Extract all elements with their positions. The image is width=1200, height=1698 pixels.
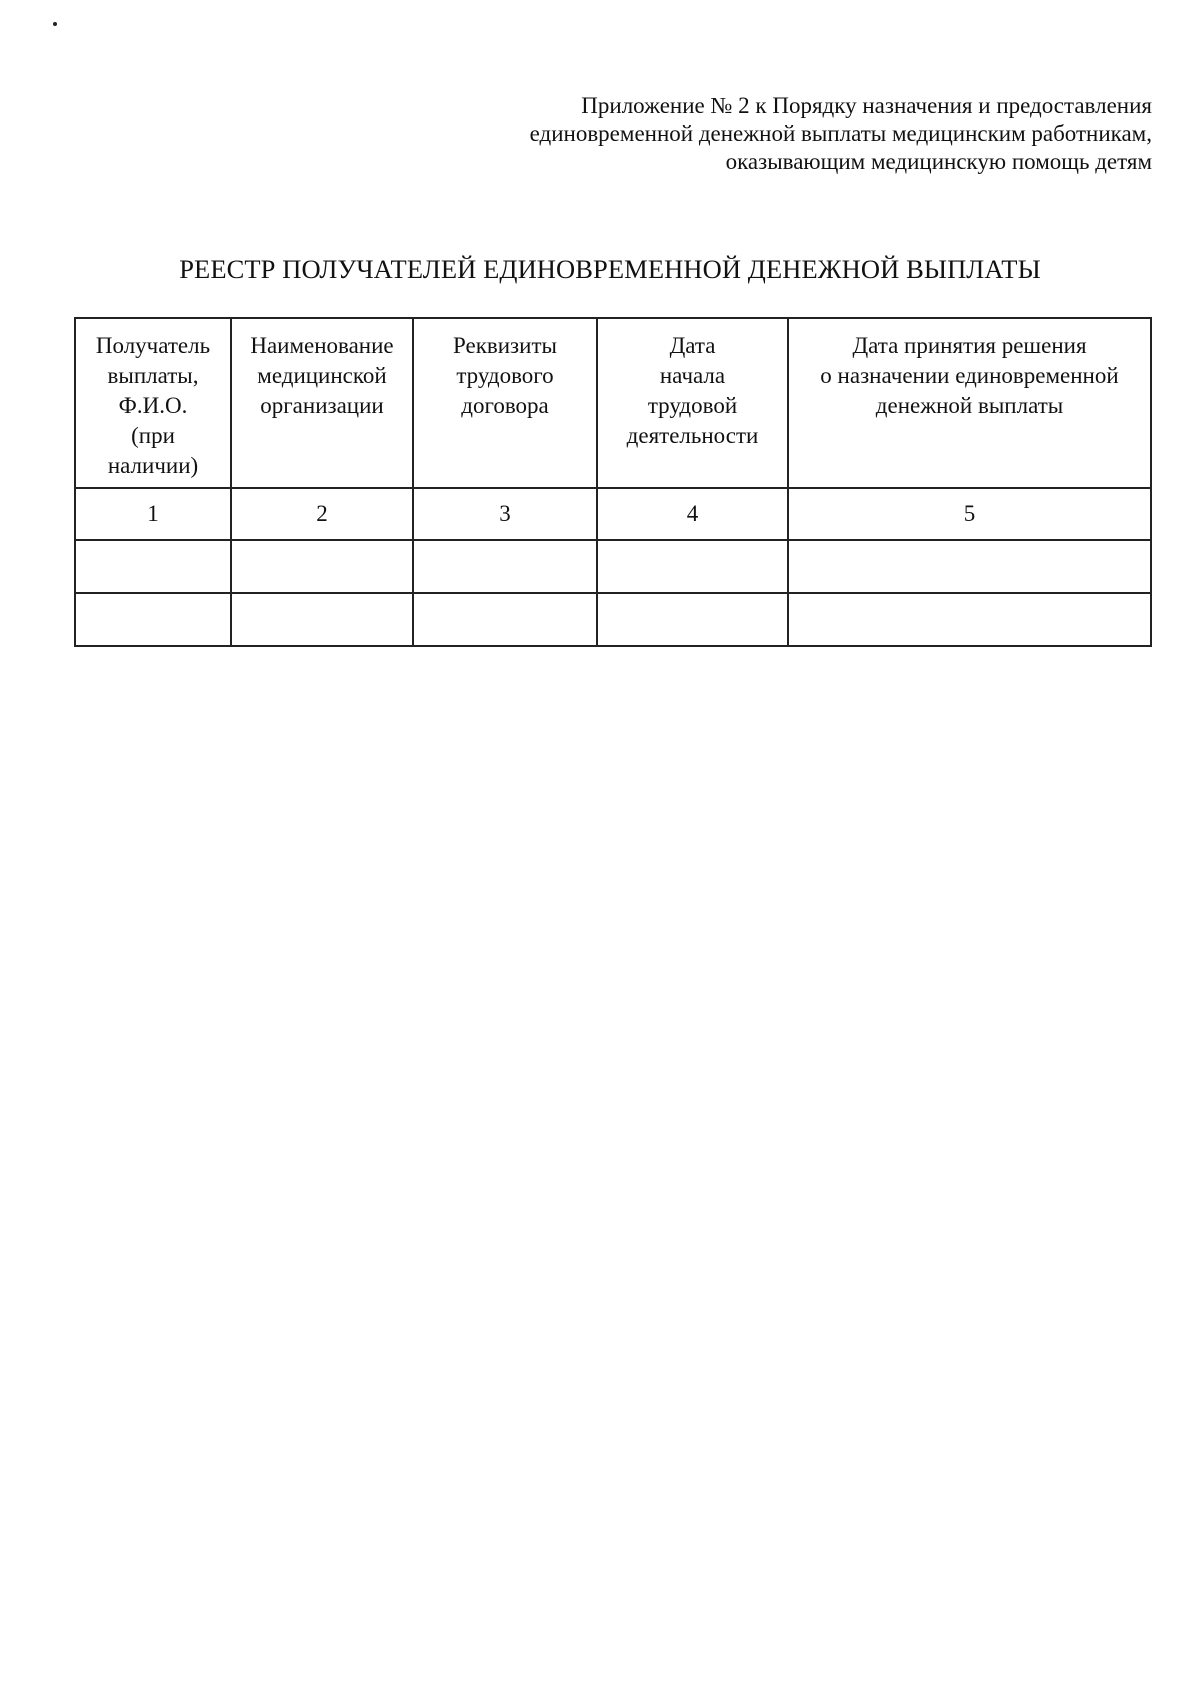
header-line: договора [461, 393, 549, 418]
header-line: Наименование [250, 333, 394, 358]
header-line: трудовой [647, 393, 738, 418]
table-row [75, 540, 1151, 593]
appendix-line: оказывающим медицинскую помощь детям [725, 149, 1152, 174]
header-line: выплаты, [107, 363, 199, 388]
column-number-row [75, 488, 1151, 540]
column-header-recipient [75, 318, 231, 488]
column-header-organization [231, 318, 413, 488]
column-header-decision-date [788, 318, 1151, 488]
table-cell [413, 540, 597, 593]
header-line: медицинской [257, 363, 387, 388]
header-line: о назначении единовременной [820, 363, 1119, 388]
table-cell [597, 593, 788, 646]
column-header-contract [413, 318, 597, 488]
column-number: 4 [597, 488, 788, 540]
table-cell [231, 540, 413, 593]
table-cell [231, 593, 413, 646]
header-line: (при [131, 423, 175, 448]
table-cell [75, 593, 231, 646]
header-line: начала [659, 363, 726, 388]
header-line: Получатель [95, 333, 211, 358]
header-row [75, 318, 1151, 488]
header-line: деятельности [626, 423, 759, 448]
column-number: 1 [75, 488, 231, 540]
table-cell [788, 593, 1151, 646]
registry-table [74, 317, 1152, 647]
header-line: Дата [669, 333, 716, 358]
header-line: Реквизиты [453, 333, 557, 358]
column-header-start-date [597, 318, 788, 488]
header-line: Ф.И.О. [118, 393, 188, 418]
document-title: РЕЕСТР ПОЛУЧАТЕЛЕЙ ЕДИНОВРЕМЕННОЙ ДЕНЕЖНОЙ ВЫПЛАТЫ [179, 254, 1041, 284]
header-line: денежной выплаты [875, 393, 1064, 418]
table-cell [788, 540, 1151, 593]
table-cell [75, 540, 231, 593]
appendix-line: единовременной денежной выплаты медицинским работникам, [529, 121, 1152, 146]
column-number: 3 [413, 488, 597, 540]
appendix-header [432, 92, 1152, 176]
table-cell [597, 540, 788, 593]
column-number: 2 [231, 488, 413, 540]
header-line: трудового [456, 363, 554, 388]
table-cell [413, 593, 597, 646]
header-line: организации [260, 393, 384, 418]
scan-dot [53, 22, 57, 26]
appendix-line: Приложение № 2 к Порядку назначения и предоставления [581, 93, 1152, 118]
header-line: наличии) [107, 453, 199, 478]
column-number: 5 [788, 488, 1151, 540]
table-row [75, 593, 1151, 646]
header-line: Дата принятия решения [852, 333, 1087, 358]
